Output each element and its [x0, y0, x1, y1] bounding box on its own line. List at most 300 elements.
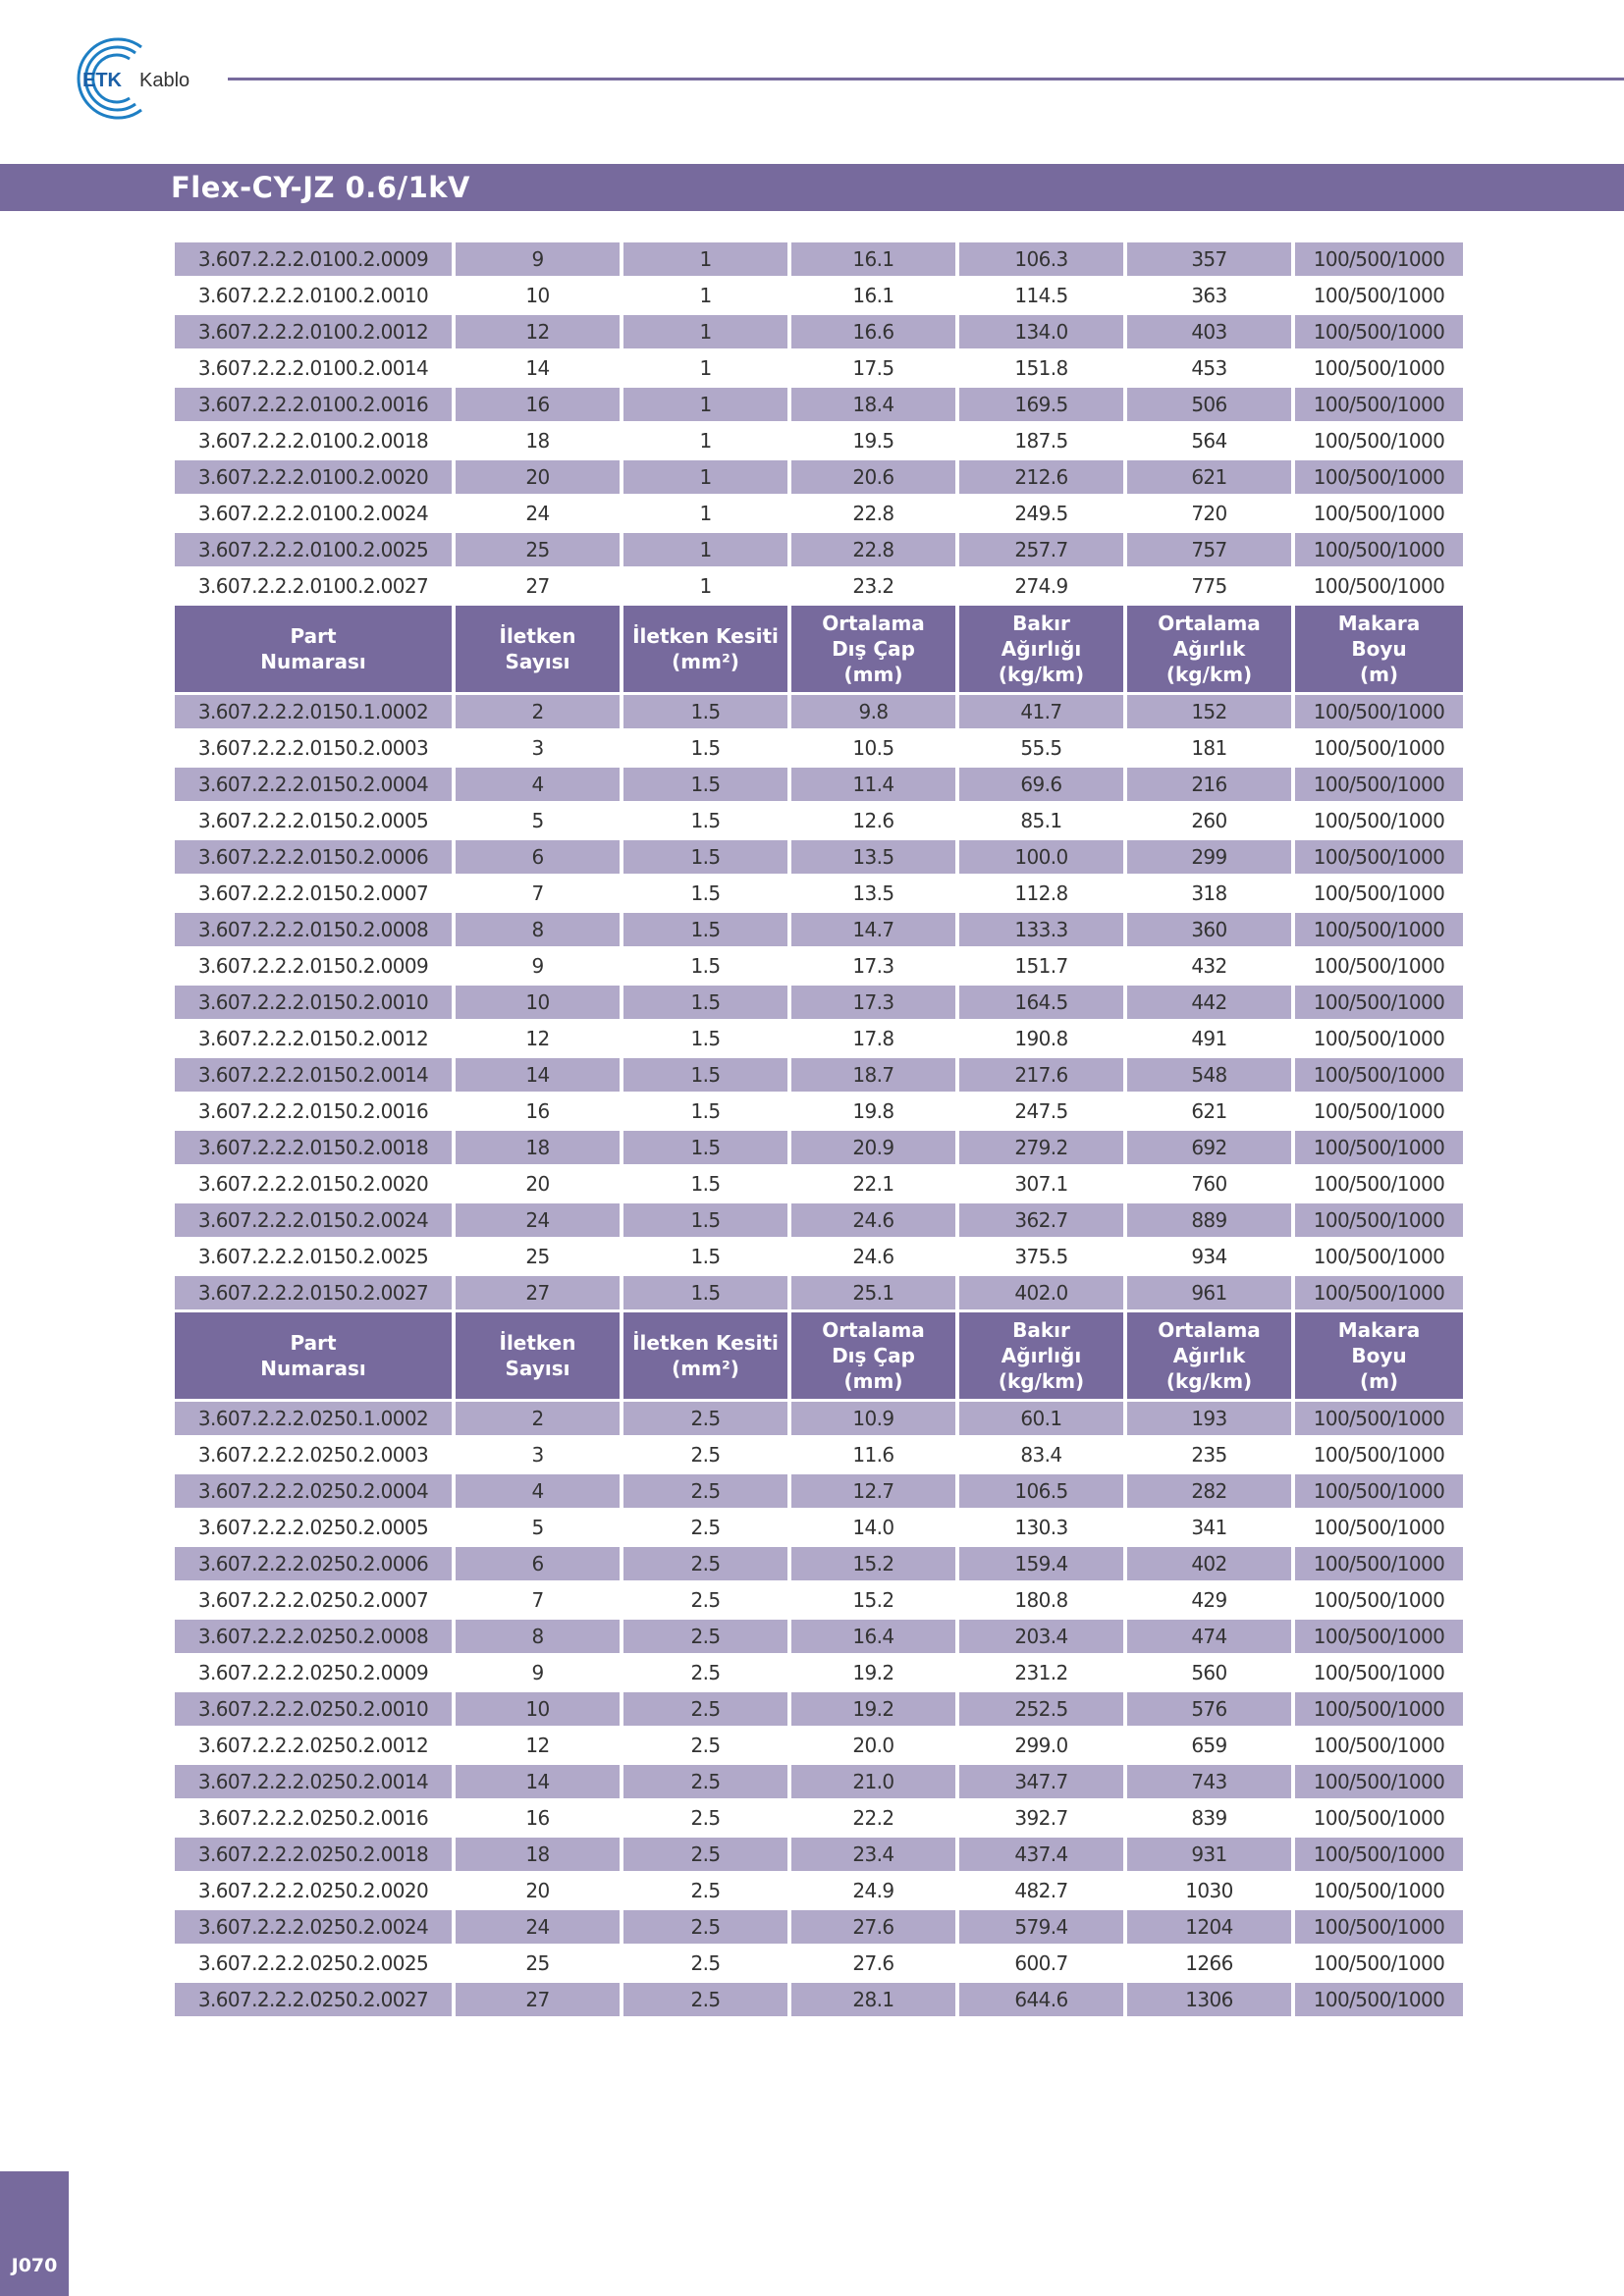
cell-cross-section: 2.5 [690, 1806, 721, 1830]
cell-cross-section: 1 [699, 356, 712, 380]
cell-outer-diameter: 17.3 [852, 954, 894, 978]
header-outer-diameter-line: Ortalama [822, 612, 925, 635]
cell-conductor-count: 10 [456, 986, 620, 1019]
cell-cross-section: 1.5 [690, 1027, 721, 1050]
header-part-number [175, 606, 452, 692]
header-conductor-count [456, 1312, 620, 1399]
cell-avg-weight: 453 [1191, 356, 1227, 380]
cell-reel-length: 100/500/1000 [1313, 284, 1445, 307]
cell-avg-weight: 659 [1191, 1734, 1227, 1757]
table-row [175, 569, 1463, 603]
cell-outer-diameter: 16.1 [791, 242, 955, 276]
header-avg-weight-line: (kg/km) [1165, 1369, 1253, 1393]
cell-copper-weight: 169.5 [959, 388, 1123, 421]
header-avg-weight-line: Ortalama [1158, 612, 1261, 635]
cell-reel-length: 100/500/1000 [1295, 1983, 1463, 2016]
cell-copper-weight: 60.1 [959, 1402, 1123, 1435]
cell-part-number: 3.607.2.2.2.0100.2.0025 [175, 533, 452, 566]
cell-outer-diameter: 22.8 [791, 533, 955, 566]
header-copper-weight-line: Ağırlığı [1001, 1344, 1082, 1367]
cell-reel-length: 100/500/1000 [1295, 533, 1463, 566]
cell-copper-weight: 85.1 [1020, 809, 1062, 832]
header-copper-weight-line: Ağırlığı [1001, 637, 1082, 661]
cell-outer-diameter: 12.6 [852, 809, 894, 832]
cell-outer-diameter: 22.8 [852, 502, 894, 525]
cell-reel-length: 100/500/1000 [1295, 1910, 1463, 1944]
table-row [175, 1240, 1463, 1273]
cell-part-number: 3.607.2.2.2.0250.2.0010 [175, 1692, 452, 1726]
cell-reel-length: 100/500/1000 [1313, 736, 1445, 760]
logo-kablo-text: Kablo [139, 70, 190, 91]
cell-copper-weight: 274.9 [1014, 574, 1068, 598]
cell-conductor-count: 10 [456, 1692, 620, 1726]
table-header-row [175, 1312, 1463, 1399]
cell-avg-weight: 889 [1127, 1203, 1291, 1237]
cell-avg-weight: 548 [1127, 1058, 1291, 1092]
header-part-number [175, 1312, 452, 1399]
header-copper-weight-line: Bakır [1012, 612, 1070, 635]
cell-outer-diameter: 11.4 [791, 768, 955, 801]
cell-copper-weight: 279.2 [959, 1131, 1123, 1164]
cell-reel-length: 100/500/1000 [1295, 242, 1463, 276]
cell-copper-weight: 203.4 [959, 1620, 1123, 1653]
cell-reel-length: 100/500/1000 [1313, 1099, 1445, 1123]
cell-outer-diameter: 24.6 [852, 1245, 894, 1268]
cell-conductor-count: 25 [525, 1245, 550, 1268]
table-row [175, 1474, 1463, 1508]
cell-cross-section: 1.5 [623, 1131, 787, 1164]
cell-copper-weight: 114.5 [1014, 284, 1068, 307]
table-row [175, 315, 1463, 348]
cell-copper-weight: 375.5 [1014, 1245, 1068, 1268]
cell-reel-length: 100/500/1000 [1295, 1765, 1463, 1798]
header-avg-weight-line: Ağırlık [1172, 637, 1246, 661]
cell-avg-weight: 839 [1191, 1806, 1227, 1830]
table-row [175, 804, 1463, 837]
table-row [175, 1511, 1463, 1544]
cell-conductor-count: 18 [456, 1131, 620, 1164]
cell-cross-section: 2.5 [690, 1588, 721, 1612]
cell-outer-diameter: 14.7 [791, 913, 955, 946]
cell-copper-weight: 151.8 [1014, 356, 1068, 380]
cell-outer-diameter: 17.5 [852, 356, 894, 380]
cell-reel-length: 100/500/1000 [1313, 574, 1445, 598]
cell-reel-length: 100/500/1000 [1295, 768, 1463, 801]
table-row [175, 424, 1463, 457]
cell-cross-section: 1 [623, 533, 787, 566]
table-row [175, 1838, 1463, 1871]
cell-avg-weight: 193 [1127, 1402, 1291, 1435]
cell-part-number: 3.607.2.2.2.0150.2.0012 [197, 1027, 429, 1050]
cell-reel-length: 100/500/1000 [1313, 429, 1445, 453]
cell-conductor-count: 14 [456, 1765, 620, 1798]
cell-part-number: 3.607.2.2.2.0250.2.0016 [197, 1806, 429, 1830]
cell-part-number: 3.607.2.2.2.0250.1.0002 [175, 1402, 452, 1435]
cell-part-number: 3.607.2.2.2.0150.2.0004 [175, 768, 452, 801]
cell-copper-weight: 392.7 [1014, 1806, 1068, 1830]
cell-part-number: 3.607.2.2.2.0100.2.0010 [197, 284, 429, 307]
header-outer-diameter-line: Ortalama [822, 1318, 925, 1342]
cell-outer-diameter: 20.9 [791, 1131, 955, 1164]
cell-outer-diameter: 13.5 [852, 881, 894, 905]
cell-part-number: 3.607.2.2.2.0150.2.0016 [197, 1099, 429, 1123]
brand-logo [51, 35, 218, 124]
cell-copper-weight: 247.5 [1014, 1099, 1068, 1123]
cell-copper-weight: 437.4 [959, 1838, 1123, 1871]
cell-reel-length: 100/500/1000 [1295, 913, 1463, 946]
header-part-number-line: Numarası [260, 650, 366, 673]
cell-reel-length: 100/500/1000 [1295, 315, 1463, 348]
table-row [175, 1095, 1463, 1128]
cell-copper-weight: 100.0 [959, 840, 1123, 874]
header-outer-diameter [791, 1312, 955, 1399]
table-row [175, 877, 1463, 910]
cell-part-number: 3.607.2.2.2.0250.2.0012 [197, 1734, 429, 1757]
cell-avg-weight: 491 [1191, 1027, 1227, 1050]
table-row [175, 768, 1463, 801]
table-row [175, 1058, 1463, 1092]
cell-outer-diameter: 12.7 [791, 1474, 955, 1508]
cell-conductor-count: 6 [456, 1547, 620, 1580]
cell-avg-weight: 318 [1191, 881, 1227, 905]
cell-outer-diameter: 27.6 [852, 1951, 894, 1975]
table-row [175, 1276, 1463, 1309]
cell-cross-section: 2.5 [623, 1474, 787, 1508]
cell-outer-diameter: 19.5 [852, 429, 894, 453]
table-row [175, 1402, 1463, 1435]
cell-outer-diameter: 25.1 [791, 1276, 955, 1309]
cell-cross-section: 2.5 [623, 1983, 787, 2016]
header-reel-length-line: Boyu [1351, 1344, 1407, 1367]
header-outer-diameter-line: Dış Çap [832, 1344, 915, 1367]
cell-copper-weight: 644.6 [959, 1983, 1123, 2016]
cell-avg-weight: 152 [1127, 695, 1291, 728]
cell-part-number: 3.607.2.2.2.0150.2.0006 [175, 840, 452, 874]
cell-avg-weight: 934 [1191, 1245, 1227, 1268]
table-row [175, 351, 1463, 385]
cell-copper-weight: 362.7 [959, 1203, 1123, 1237]
header-cross-section-line: (mm²) [672, 650, 739, 673]
cell-part-number: 3.607.2.2.2.0100.2.0012 [175, 315, 452, 348]
table-row [175, 242, 1463, 276]
cell-reel-length: 100/500/1000 [1313, 1172, 1445, 1196]
cell-conductor-count: 24 [456, 1203, 620, 1237]
table-row [175, 1801, 1463, 1835]
header-avg-weight [1127, 606, 1291, 692]
cell-cross-section: 1.5 [623, 986, 787, 1019]
cell-conductor-count: 7 [531, 1588, 544, 1612]
cell-conductor-count: 4 [456, 1474, 620, 1508]
cell-outer-diameter: 20.6 [791, 460, 955, 494]
cell-outer-diameter: 23.2 [852, 574, 894, 598]
cell-avg-weight: 429 [1191, 1588, 1227, 1612]
cell-cross-section: 1.5 [690, 1172, 721, 1196]
page-number: J070 [11, 2255, 58, 2276]
cell-part-number: 3.607.2.2.2.0150.2.0005 [197, 809, 429, 832]
cell-cross-section: 1 [623, 315, 787, 348]
cell-avg-weight: 743 [1127, 1765, 1291, 1798]
cell-avg-weight: 560 [1191, 1661, 1227, 1684]
cell-part-number: 3.607.2.2.2.0250.2.0006 [175, 1547, 452, 1580]
cell-avg-weight: 360 [1127, 913, 1291, 946]
table-row [175, 1656, 1463, 1689]
cell-avg-weight: 1030 [1185, 1879, 1233, 1902]
cell-outer-diameter: 16.4 [791, 1620, 955, 1653]
cell-part-number: 3.607.2.2.2.0150.2.0027 [175, 1276, 452, 1309]
header-outer-diameter-line: (mm) [843, 663, 903, 686]
cell-cross-section: 1.5 [623, 1276, 787, 1309]
cell-cross-section: 1 [699, 284, 712, 307]
table-row [175, 1983, 1463, 2016]
cell-conductor-count: 27 [525, 574, 550, 598]
cell-part-number: 3.607.2.2.2.0150.2.0025 [197, 1245, 429, 1268]
cell-avg-weight: 432 [1191, 954, 1227, 978]
cell-cross-section: 1 [623, 460, 787, 494]
cell-part-number: 3.607.2.2.2.0250.2.0018 [175, 1838, 452, 1871]
cell-part-number: 3.607.2.2.2.0250.2.0007 [197, 1588, 429, 1612]
header-cross-section-line: İletken Kesiti [632, 624, 779, 648]
cell-copper-weight: 482.7 [1014, 1879, 1068, 1902]
cell-avg-weight: 474 [1127, 1620, 1291, 1653]
table-row [175, 1910, 1463, 1944]
cell-reel-length: 100/500/1000 [1313, 1588, 1445, 1612]
cell-part-number: 3.607.2.2.2.0250.2.0004 [175, 1474, 452, 1508]
cell-avg-weight: 363 [1191, 284, 1227, 307]
cell-reel-length: 100/500/1000 [1295, 840, 1463, 874]
cell-cross-section: 1.5 [623, 840, 787, 874]
cell-avg-weight: 621 [1191, 1099, 1227, 1123]
cell-avg-weight: 341 [1191, 1516, 1227, 1539]
table-row [175, 1203, 1463, 1237]
cell-copper-weight: 299.0 [1014, 1734, 1068, 1757]
cell-conductor-count: 20 [525, 1879, 550, 1902]
cell-cross-section: 1.5 [623, 768, 787, 801]
cell-copper-weight: 231.2 [1014, 1661, 1068, 1684]
cell-reel-length: 100/500/1000 [1295, 1203, 1463, 1237]
cell-conductor-count: 7 [531, 881, 544, 905]
cell-copper-weight: 41.7 [959, 695, 1123, 728]
table-row [175, 388, 1463, 421]
cell-outer-diameter: 15.2 [791, 1547, 955, 1580]
header-reel-length-line: Makara [1337, 612, 1421, 635]
cell-copper-weight: 83.4 [1020, 1443, 1062, 1467]
cell-conductor-count: 3 [531, 736, 544, 760]
cell-conductor-count: 12 [456, 315, 620, 348]
cell-conductor-count: 25 [456, 533, 620, 566]
table-row [175, 949, 1463, 983]
header-conductor-count [456, 606, 620, 692]
cell-outer-diameter: 19.8 [852, 1099, 894, 1123]
header-copper-weight-line: (kg/km) [998, 663, 1085, 686]
cell-avg-weight: 235 [1191, 1443, 1227, 1467]
cell-part-number: 3.607.2.2.2.0150.2.0007 [197, 881, 429, 905]
cell-cross-section: 2.5 [690, 1879, 721, 1902]
cell-copper-weight: 164.5 [959, 986, 1123, 1019]
cell-outer-diameter: 22.1 [852, 1172, 894, 1196]
cell-outer-diameter: 28.1 [791, 1983, 955, 2016]
cell-reel-length: 100/500/1000 [1295, 1474, 1463, 1508]
cell-avg-weight: 442 [1127, 986, 1291, 1019]
cell-part-number: 3.607.2.2.2.0100.2.0014 [197, 356, 429, 380]
cell-reel-length: 100/500/1000 [1313, 1879, 1445, 1902]
header-cross-section-line: (mm²) [672, 1357, 739, 1380]
table-row [175, 1947, 1463, 1980]
cell-copper-weight: 134.0 [959, 315, 1123, 348]
table-row [175, 731, 1463, 765]
table-row [175, 1131, 1463, 1164]
cell-copper-weight: 190.8 [1014, 1027, 1068, 1050]
header-cross-section [623, 1312, 787, 1399]
cell-copper-weight: 579.4 [959, 1910, 1123, 1944]
cell-avg-weight: 402 [1127, 1547, 1291, 1580]
cell-reel-length: 100/500/1000 [1295, 1276, 1463, 1309]
header-reel-length-line: Boyu [1351, 637, 1407, 661]
cell-part-number: 3.607.2.2.2.0250.2.0025 [197, 1951, 429, 1975]
table-row [175, 840, 1463, 874]
cell-copper-weight: 402.0 [959, 1276, 1123, 1309]
cell-conductor-count: 8 [456, 1620, 620, 1653]
header-reel-length [1295, 1312, 1463, 1399]
header-avg-weight-line: Ortalama [1158, 1318, 1261, 1342]
cell-cross-section: 2.5 [690, 1734, 721, 1757]
table-row [175, 1167, 1463, 1201]
cell-reel-length: 100/500/1000 [1313, 1734, 1445, 1757]
cell-part-number: 3.607.2.2.2.0100.2.0027 [197, 574, 429, 598]
cell-outer-diameter: 17.8 [852, 1027, 894, 1050]
table-row [175, 1620, 1463, 1653]
header-part-number-line: Part [290, 624, 337, 648]
cell-conductor-count: 5 [531, 1516, 544, 1539]
cell-avg-weight: 564 [1191, 429, 1227, 453]
header-cross-section-line: İletken Kesiti [632, 1331, 779, 1355]
cell-conductor-count: 16 [456, 388, 620, 421]
cell-part-number: 3.607.2.2.2.0250.2.0020 [197, 1879, 429, 1902]
cell-part-number: 3.607.2.2.2.0150.2.0018 [175, 1131, 452, 1164]
cell-avg-weight: 1204 [1127, 1910, 1291, 1944]
cell-reel-length: 100/500/1000 [1295, 1547, 1463, 1580]
cell-reel-length: 100/500/1000 [1295, 695, 1463, 728]
cell-conductor-count: 9 [456, 242, 620, 276]
cell-part-number: 3.607.2.2.2.0150.2.0008 [175, 913, 452, 946]
table-row [175, 1874, 1463, 1907]
cell-outer-diameter: 10.5 [852, 736, 894, 760]
table-row [175, 695, 1463, 728]
cell-reel-length: 100/500/1000 [1295, 1838, 1463, 1871]
page-tab [0, 2171, 69, 2296]
table-row [175, 1583, 1463, 1617]
cell-copper-weight: 106.5 [959, 1474, 1123, 1508]
title-bar [0, 164, 1624, 211]
header-reel-length-line: Makara [1337, 1318, 1421, 1342]
cell-outer-diameter: 24.9 [852, 1879, 894, 1902]
cell-conductor-count: 27 [456, 1276, 620, 1309]
cell-cross-section: 1.5 [690, 1099, 721, 1123]
cell-conductor-count: 14 [525, 356, 550, 380]
cell-reel-length: 100/500/1000 [1313, 1661, 1445, 1684]
cell-outer-diameter: 22.2 [852, 1806, 894, 1830]
page-title: Flex-CY-JZ 0.6/1kV [171, 171, 471, 204]
cell-part-number: 3.607.2.2.2.0100.2.0009 [175, 242, 452, 276]
header-avg-weight [1127, 1312, 1291, 1399]
cell-cross-section: 2.5 [690, 1951, 721, 1975]
cell-outer-diameter: 9.8 [791, 695, 955, 728]
cell-conductor-count: 12 [525, 1027, 550, 1050]
cell-copper-weight: 151.7 [1014, 954, 1068, 978]
cell-copper-weight: 217.6 [959, 1058, 1123, 1092]
cell-conductor-count: 14 [456, 1058, 620, 1092]
cell-copper-weight: 252.5 [959, 1692, 1123, 1726]
cell-copper-weight: 180.8 [1014, 1588, 1068, 1612]
cell-reel-length: 100/500/1000 [1313, 1806, 1445, 1830]
cell-copper-weight: 55.5 [1020, 736, 1062, 760]
header-reel-length [1295, 606, 1463, 692]
cell-part-number: 3.607.2.2.2.0100.2.0018 [197, 429, 429, 453]
cell-copper-weight: 112.8 [1014, 881, 1068, 905]
table-row [175, 1729, 1463, 1762]
cell-part-number: 3.607.2.2.2.0250.2.0008 [175, 1620, 452, 1653]
cell-cross-section: 1.5 [623, 695, 787, 728]
cell-conductor-count: 18 [456, 1838, 620, 1871]
table-row [175, 913, 1463, 946]
cell-avg-weight: 181 [1191, 736, 1227, 760]
cell-avg-weight: 775 [1191, 574, 1227, 598]
cell-reel-length: 100/500/1000 [1295, 388, 1463, 421]
cell-reel-length: 100/500/1000 [1313, 1443, 1445, 1467]
cell-conductor-count: 2 [456, 695, 620, 728]
logo-etk-text: ETK [82, 70, 122, 91]
header-rule [228, 78, 1624, 80]
table-row [175, 1438, 1463, 1471]
cell-outer-diameter: 11.6 [852, 1443, 894, 1467]
cell-part-number: 3.607.2.2.2.0150.2.0014 [175, 1058, 452, 1092]
cell-reel-length: 100/500/1000 [1313, 1951, 1445, 1975]
cell-part-number: 3.607.2.2.2.0150.2.0024 [175, 1203, 452, 1237]
cell-outer-diameter: 18.4 [791, 388, 955, 421]
table-row [175, 1547, 1463, 1580]
cell-part-number: 3.607.2.2.2.0150.2.0020 [197, 1172, 429, 1196]
table-row [175, 497, 1463, 530]
cell-part-number: 3.607.2.2.2.0150.2.0009 [197, 954, 429, 978]
cell-cross-section: 1.5 [690, 881, 721, 905]
cell-outer-diameter: 15.2 [852, 1588, 894, 1612]
header-copper-weight-line: (kg/km) [998, 1369, 1085, 1393]
cell-conductor-count: 25 [525, 1951, 550, 1975]
cell-avg-weight: 506 [1127, 388, 1291, 421]
cell-part-number: 3.607.2.2.2.0100.2.0016 [175, 388, 452, 421]
cell-conductor-count: 10 [525, 284, 550, 307]
cell-cross-section: 1 [623, 388, 787, 421]
cell-conductor-count: 18 [525, 429, 550, 453]
cell-cross-section: 2.5 [623, 1765, 787, 1798]
header-reel-length-line: (m) [1359, 1369, 1399, 1393]
table-row [175, 1022, 1463, 1055]
cell-part-number: 3.607.2.2.2.0150.2.0010 [175, 986, 452, 1019]
cell-reel-length: 100/500/1000 [1295, 1402, 1463, 1435]
cell-copper-weight: 257.7 [959, 533, 1123, 566]
cell-reel-length: 100/500/1000 [1313, 1516, 1445, 1539]
cell-outer-diameter: 27.6 [791, 1910, 955, 1944]
cell-conductor-count: 6 [456, 840, 620, 874]
cell-reel-length: 100/500/1000 [1313, 356, 1445, 380]
cell-avg-weight: 357 [1127, 242, 1291, 276]
header-part-number-line: Numarası [260, 1357, 366, 1380]
cell-part-number: 3.607.2.2.2.0250.2.0009 [197, 1661, 429, 1684]
cell-reel-length: 100/500/1000 [1313, 502, 1445, 525]
cell-part-number: 3.607.2.2.2.0100.2.0020 [175, 460, 452, 494]
cell-cross-section: 2.5 [690, 1516, 721, 1539]
cell-reel-length: 100/500/1000 [1295, 460, 1463, 494]
cell-part-number: 3.607.2.2.2.0250.2.0024 [175, 1910, 452, 1944]
